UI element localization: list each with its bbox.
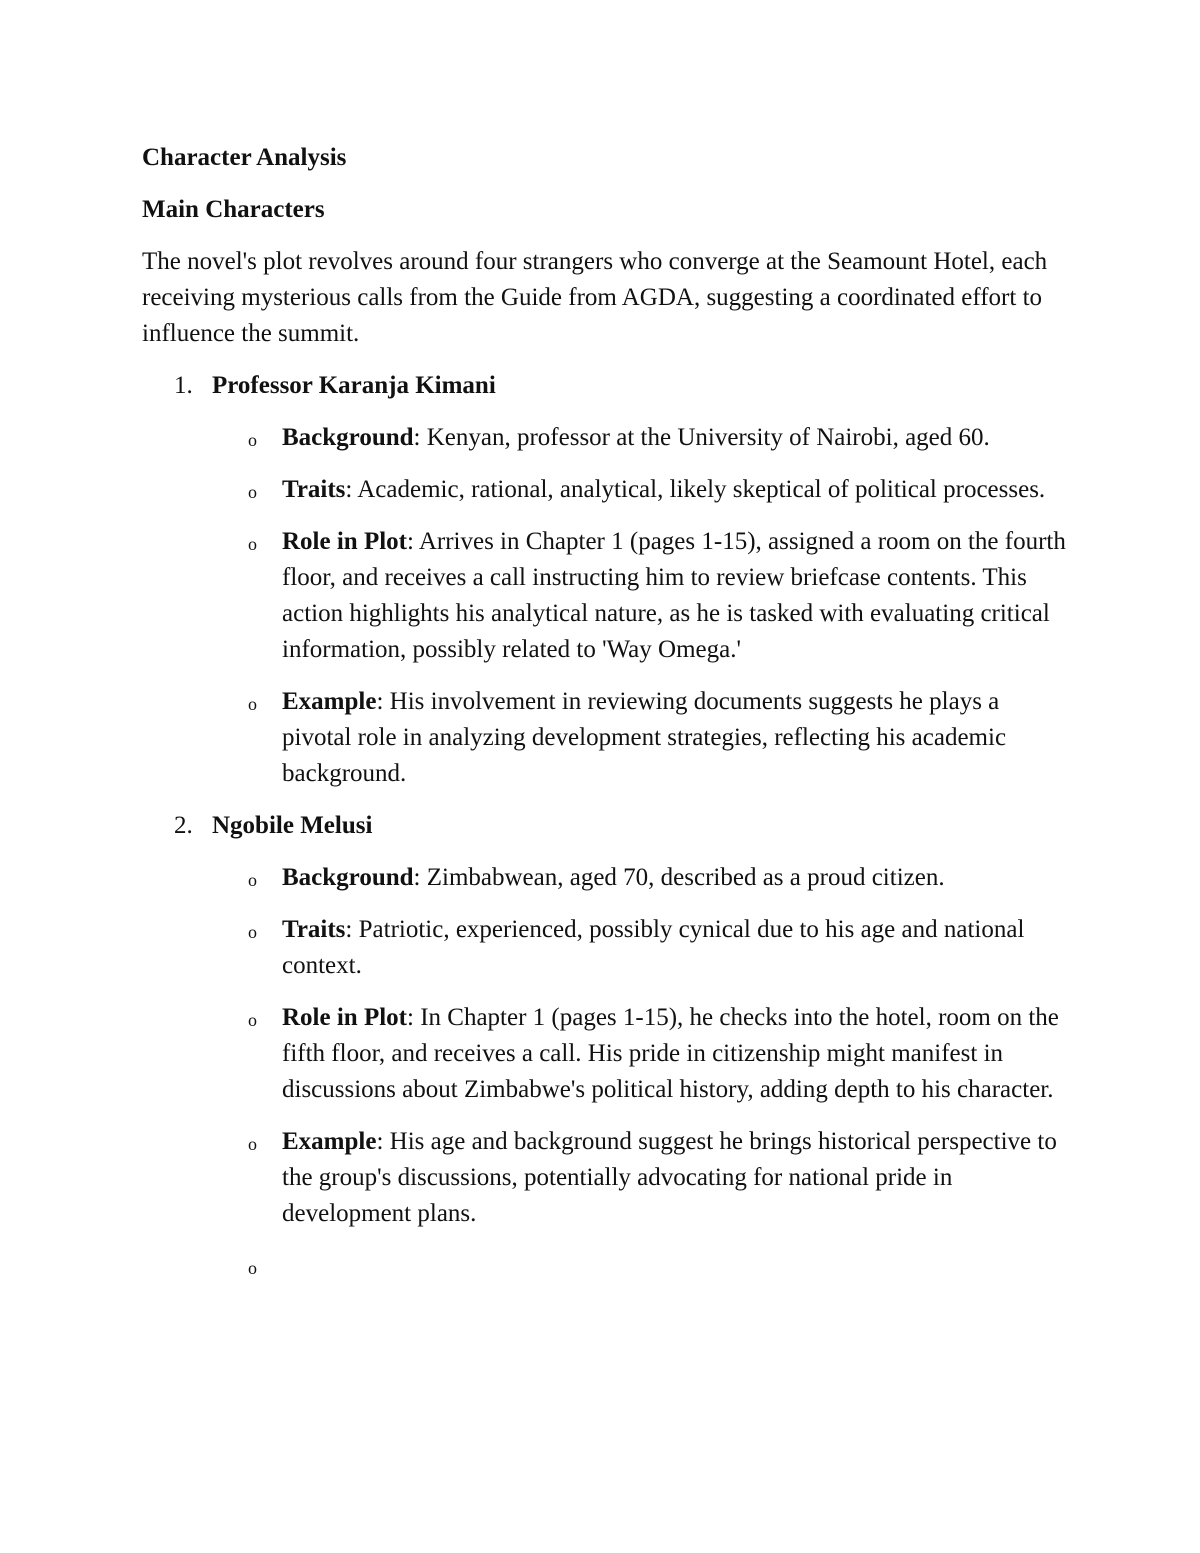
bullet-icon: o [248,1010,257,1030]
attribute-text: : His involvement in reviewing documents suggests he plays a pivotal role in analyzing development strategies, reflecting his academic background. [282,688,1007,787]
attribute-item [142,684,1072,792]
attribute-item [142,860,1072,896]
attribute-label: Background [282,424,414,451]
attribute-label: Role in Plot [282,1004,407,1031]
bullet-icon: o [248,482,257,502]
character-heading [142,368,1072,404]
attribute-label: Background [282,864,414,891]
attribute-item [142,1124,1072,1232]
attribute-text: : Zimbabwean, aged 70, described as a proud citizen. [413,864,945,891]
character-entry [142,368,1072,792]
attribute-text: : Academic, rational, analytical, likely skeptical of political processes. [345,476,1046,503]
bullet-icon: o [248,870,257,890]
attribute-label: Traits [282,476,346,503]
bullet-icon: o [248,1258,257,1278]
bullet-icon: o [248,694,257,714]
character-entry [142,808,1072,1284]
intro-paragraph: The novel's plot revolves around four strangers who converge at the Seamount Hotel, each receiving mysterious calls from the Guide from AGDA, suggesting a coordinated effort to influence the summit. [142,248,1048,347]
bullet-icon: o [248,534,257,554]
document-page [142,140,1072,1284]
character-name: Ngobile Melusi [212,812,373,839]
attribute-item [142,912,1072,984]
attribute-text: : Kenyan, professor at the University of Nairobi, aged 60. [413,424,990,451]
attribute-text: : Arrives in Chapter 1 (pages 1-15), assigned a room on the fourth floor, and receives a call instructing him to review briefcase contents. This action highlights his analytical nature, as he is tasked with evaluating critical information, possibly related to 'Way Omega.' [282,528,1066,663]
attribute-text: : His age and background suggest he brings historical perspective to the group's discussions, potentially advocating for national pride in development plans. [282,1128,1057,1227]
attribute-label: Example [282,1128,377,1155]
attribute-item [142,420,1072,456]
section-heading: Main Characters [142,196,325,223]
character-heading [142,808,1072,844]
bullet-icon: o [248,922,257,942]
attribute-label: Role in Plot [282,528,407,555]
attribute-text: : Patriotic, experienced, possibly cynical due to his age and national context. [282,916,1025,979]
attribute-label: Example [282,688,377,715]
list-number: 2. [174,812,193,839]
attribute-item [142,1000,1072,1108]
attribute-text: : In Chapter 1 (pages 1-15), he checks into the hotel, room on the fifth floor, and receives a call. His pride in citizenship might manifest in discussions about Zimbabwe's political history, adding depth to his character. [282,1004,1059,1103]
character-name: Professor Karanja Kimani [212,372,496,399]
list-number: 1. [174,372,193,399]
empty-list-item [142,1248,1072,1284]
document-title: Character Analysis [142,144,347,171]
bullet-icon: o [248,430,257,450]
bullet-icon: o [248,1134,257,1154]
attribute-item [142,472,1072,508]
attribute-item [142,524,1072,668]
attribute-label: Traits [282,916,346,943]
